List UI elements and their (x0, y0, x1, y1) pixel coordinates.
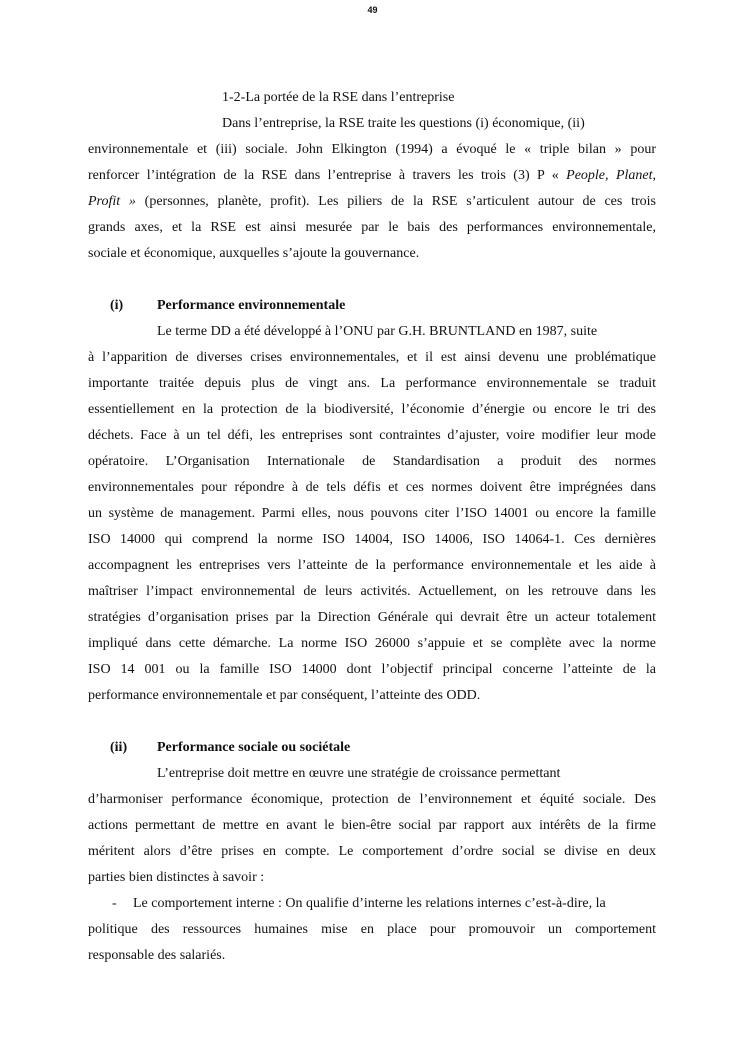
bullet-line-2: responsable des salariés. (88, 948, 226, 963)
env-line-0: Le terme DD a été développé à l’ONU par G.H. BRUNTLAND en 1987, suite (157, 324, 598, 339)
env-section-label: (i) (110, 298, 124, 313)
bullet-line-1: politique des ressources humaines mise en place pour promouvoir un comportement (88, 922, 656, 937)
env-line-9: accompagnent les entreprises vers l’atteinte de la performance environnementale et les aide à (88, 558, 656, 573)
bullet-line-0: Le comportement interne : On qualifie d’interne les relations internes c’est-à-dire, la (133, 896, 606, 911)
env-line-4: déchets. Face à un tel défi, les entreprises sont contraintes d’ajuster, voire modifier leur mode (88, 428, 656, 443)
section-title: 1-2-La portée de la RSE dans l’entreprise (222, 90, 455, 105)
env-line-6: environnementales pour répondre à de tels défis et ces normes doivent être imprégnées dans (88, 480, 656, 495)
soc-section-title: Performance sociale ou sociétale (157, 740, 351, 755)
intro-line-1: Dans l’entreprise, la RSE traite les questions (i) économique, (ii) (222, 116, 585, 131)
env-line-13: ISO 14 001 ou la famille ISO 14000 dont l’objectif principal concerne l’atteinte de la (88, 662, 656, 677)
intro-line-4-text: (personnes, planète, profit). Les piliers de la RSE s’articulent autour de ces trois (135, 194, 656, 209)
intro-line-2: environnementale et (iii) sociale. John Elkington (1994) a évoqué le « triple bilan » pour (88, 142, 656, 157)
env-line-2: importante traitée depuis plus de vingt ans. La performance environnementale se traduit (88, 376, 656, 391)
intro-line-4-italic: Profit » (88, 194, 136, 209)
soc-section-label: (ii) (110, 740, 128, 755)
intro-line-3-italic: People, Planet, (566, 168, 656, 183)
env-line-8: ISO 14000 qui comprend la norme ISO 14004, ISO 14006, ISO 14064-1. Ces dernières (88, 532, 656, 547)
soc-line-2: actions permettant de mettre en avant le bien-être social par rapport aux intérêts de la firme (88, 818, 656, 833)
intro-line-5: grands axes, et la RSE est ainsi mesurée par le bais des performances environnementale, (88, 220, 656, 235)
intro-line-6: sociale et économique, auxquelles s’ajoute la gouvernance. (88, 246, 420, 261)
env-section-title: Performance environnementale (157, 298, 346, 313)
intro-line-4 (88, 192, 656, 212)
env-line-14: performance environnementale et par conséquent, l’atteinte des ODD. (88, 688, 481, 703)
page-number: 49 (367, 5, 378, 15)
env-line-12: impliqué dans cette démarche. La norme ISO 26000 s’appuie et se complète avec la norme (88, 636, 656, 651)
env-line-7: un système de management. Parmi elles, nous pouvons citer l’ISO 14001 ou encore la famille (88, 506, 656, 521)
soc-line-3: méritent alors d’être prises en compte. Le comportement d’ordre social se divise en deux (88, 844, 656, 859)
env-line-11: stratégies d’organisation prises par la Direction Générale qui devrait être un acteur totalement (88, 610, 656, 625)
env-line-10: maîtriser l’impact environnemental de leurs activités. Actuellement, on les retrouve dans les (88, 584, 656, 599)
soc-line-1: d’harmoniser performance économique, protection de l’environnement et équité sociale. Des (88, 792, 656, 807)
env-line-5: opératoire. L’Organisation Internationale de Standardisation a produit des normes (88, 454, 656, 469)
env-line-1: à l’apparition de diverses crises environnementales, et il est ainsi devenu une problématique (88, 350, 656, 365)
soc-line-4: parties bien distinctes à savoir : (88, 870, 265, 885)
soc-line-0: L’entreprise doit mettre en œuvre une stratégie de croissance permettant (157, 766, 561, 781)
intro-line-3 (88, 166, 656, 186)
intro-line-3-text: renforcer l’intégration de la RSE dans l’entreprise à travers les trois (3) P « (88, 168, 567, 183)
env-line-3: essentiellement en la protection de la biodiversité, l’économie d’énergie ou encore le tri des (88, 402, 656, 417)
bullet-dash: - (112, 896, 117, 911)
